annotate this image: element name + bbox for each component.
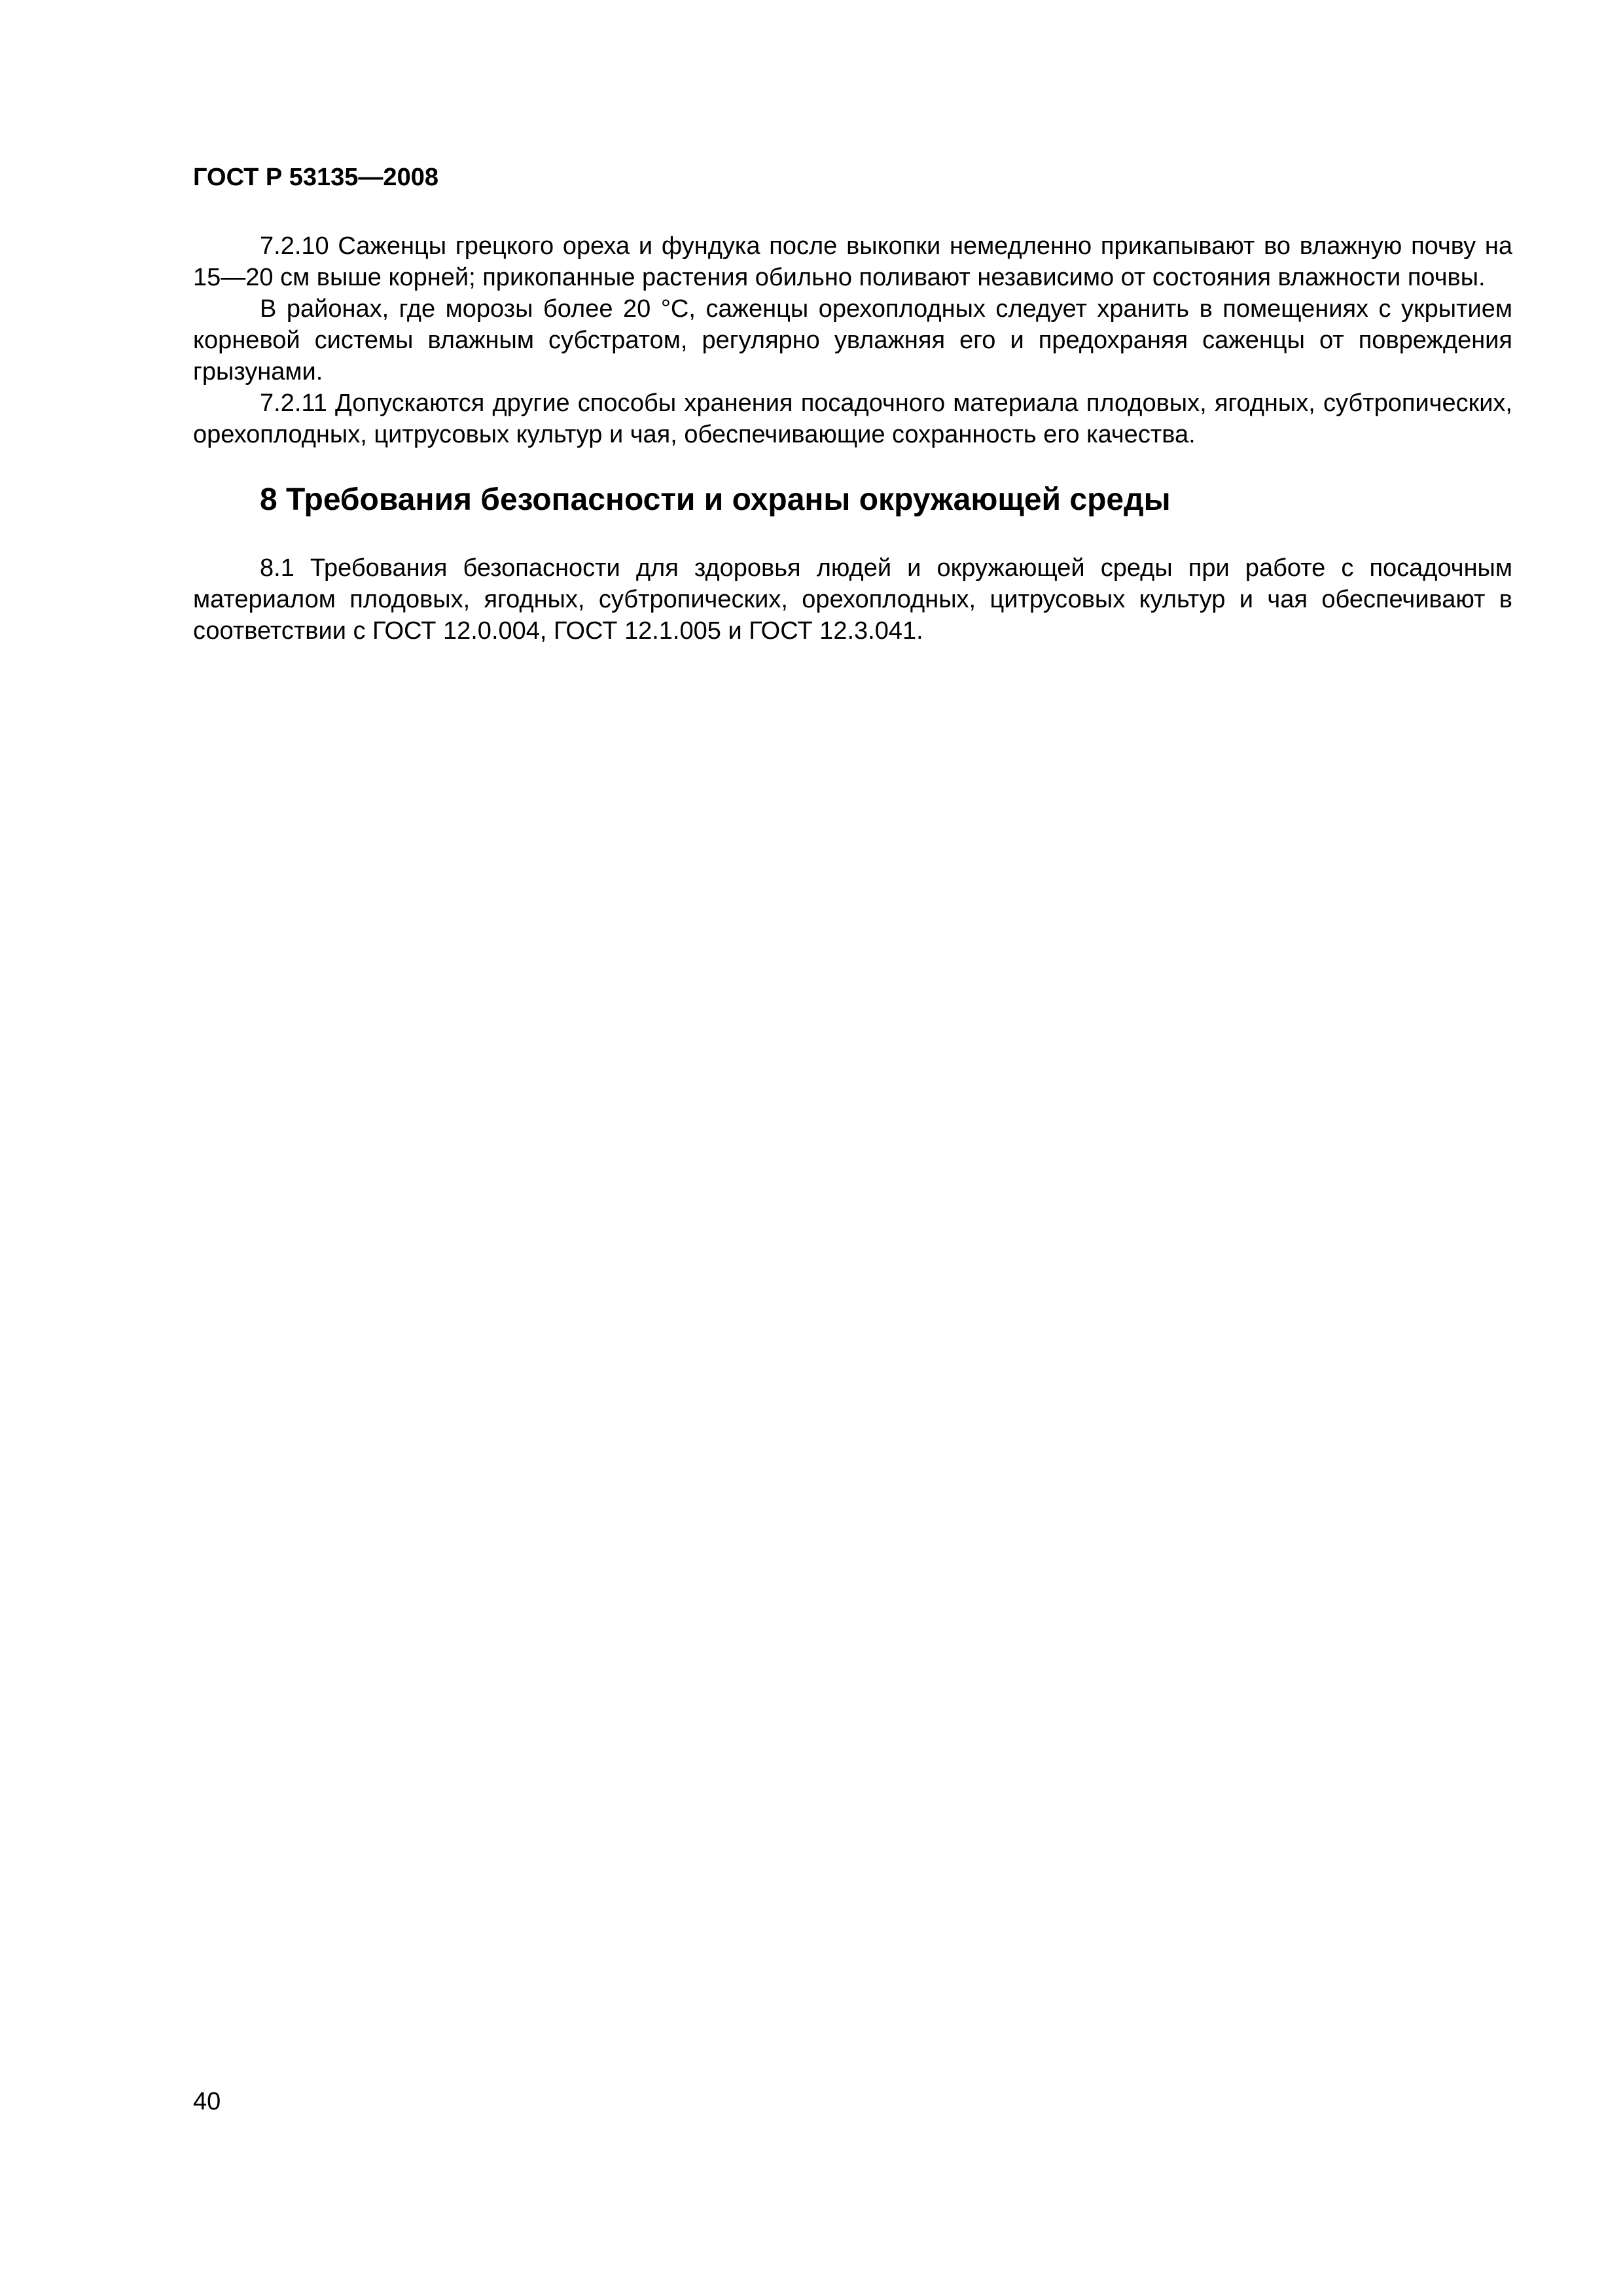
paragraph-7-2-10: 7.2.10 Саженцы грецкого ореха и фундука после выкопки немедленно прикапывают во влажную почву на 15—20 см выше корней; прикопанные растения обильно поливают независимо от состояния влажности почвы. [193,232,1512,291]
section-8-title: 8 Требования безопасности и охраны окружающей среды [260,482,1171,517]
document-code-header: ГОСТ Р 53135—2008 [193,164,438,191]
page-number: 40 [193,2088,221,2115]
paragraph-frost-regions: В районах, где морозы более 20 °С, саженцы орехоплодных следует хранить в помещениях с укрытием корневой системы влажным субстратом, регулярно увлажняя его и предохраняя саженцы от повреждения грызунами. [193,295,1512,386]
page-content [193,230,1512,647]
paragraph-7-2-11: 7.2.11 Допускаются другие способы хранения посадочного материала плодовых, ягодных, субтропических, орехоплодных, цитрусовых культур и чая, обеспечивающие сохранность его качества. [193,389,1512,448]
paragraph-8-1: 8.1 Требования безопасности для здоровья людей и окружающей среды при работе с посадочным материалом плодовых, ягодных, субтропических, орехоплодных, цитрусовых культур и чая обеспечивают в соответствии с ГОСТ 12.0.004, ГОСТ 12.1.005 и ГОСТ 12.3.041. [193,554,1512,645]
